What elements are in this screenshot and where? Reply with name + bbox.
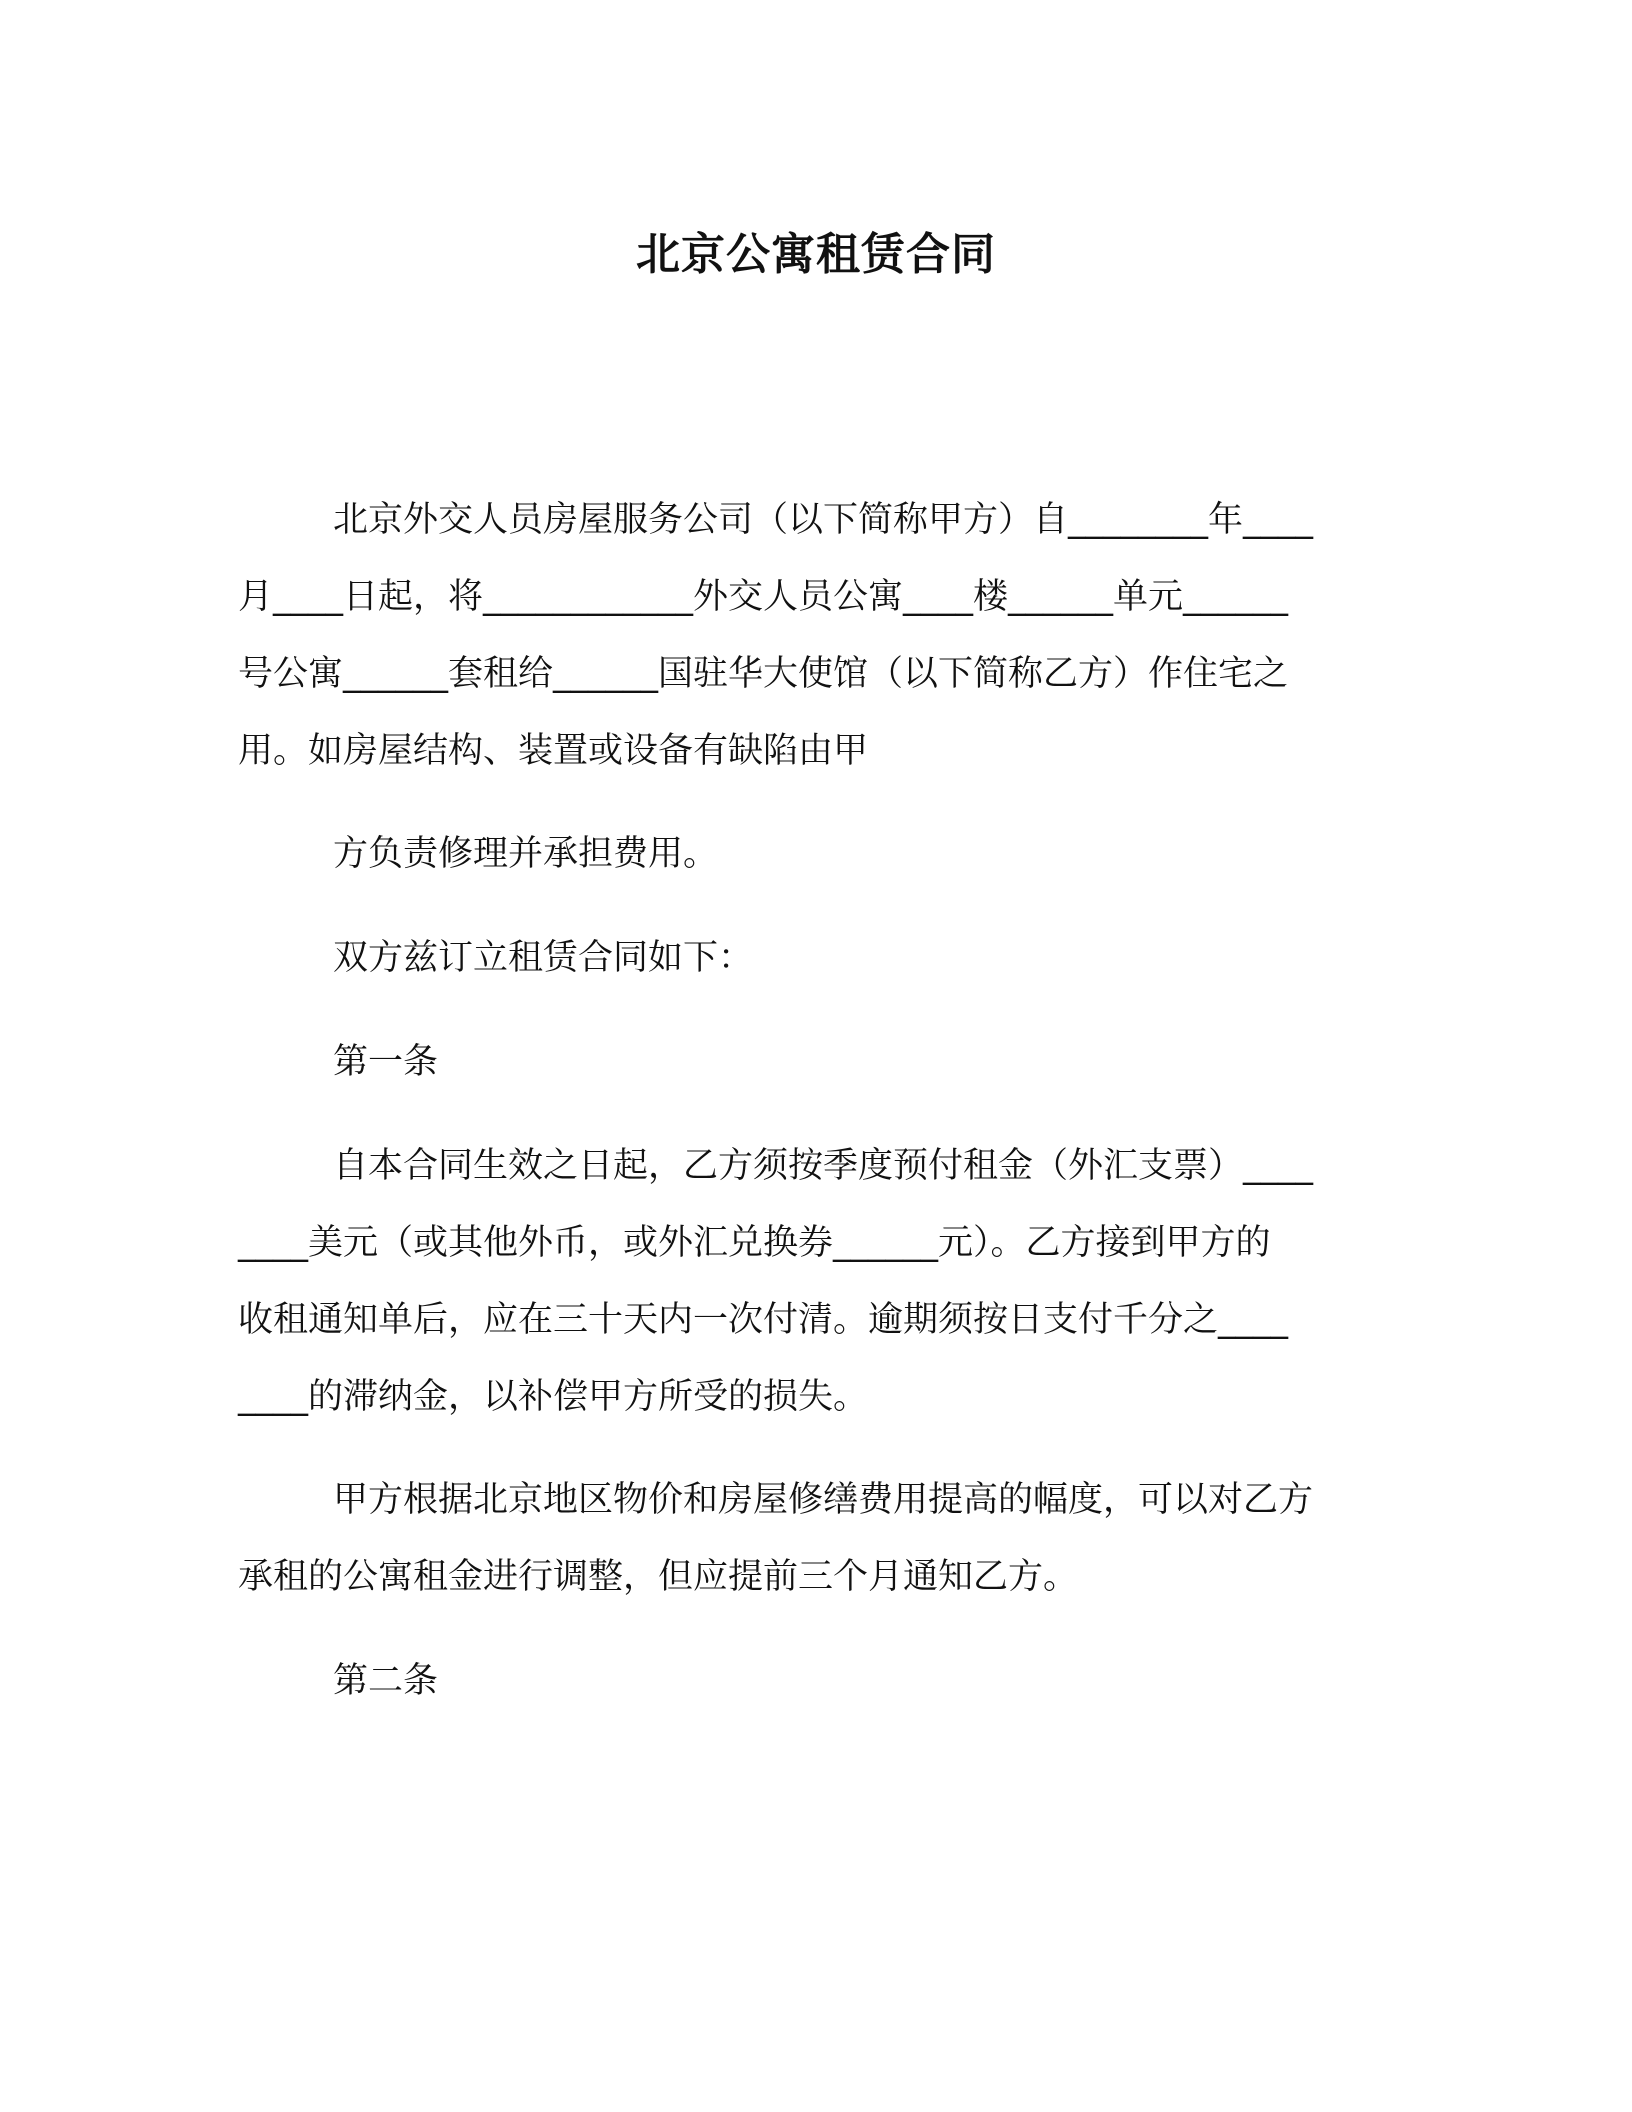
document-title: 北京公寓租赁合同 [636,229,996,280]
body-line-8: 自本合同生效之日起，乙方须按季度预付租金（外汇支票）____ [333,1146,1314,1186]
body-line-6: 双方兹订立租赁合同如下： [333,938,754,978]
body-line-4: 用。如房屋结构、装置或设备有缺陷由甲 [238,731,869,771]
body-line-2: 月____日起，将____________外交人员公寓____楼______单元______ [238,577,1289,617]
body-line-5: 方负责修理并承担费用。 [333,834,719,874]
body-line-3: 号公寓______套租给______国驻华大使馆（以下简称乙方）作住宅之 [238,654,1289,694]
body-line-10: 收租通知单后，应在三十天内一次付清。逾期须按日支付千分之____ [238,1300,1289,1340]
body-line-9: ____美元（或其他外币，或外汇兑换券______元）。乙方接到甲方的 [238,1223,1271,1263]
body-line-12: 甲方根据北京地区物价和房屋修缮费用提高的幅度，可以对乙方 [333,1480,1314,1520]
body-line-1: 北京外交人员房屋服务公司（以下简称甲方）自________年____ [333,500,1314,540]
body-line-13: 承租的公寓租金进行调整，但应提前三个月通知乙方。 [238,1557,1079,1597]
body-line-11: ____的滞纳金，以补偿甲方所受的损失。 [238,1377,869,1417]
article-heading-2: 第二条 [333,1661,439,1701]
article-heading-1: 第一条 [333,1042,439,1082]
